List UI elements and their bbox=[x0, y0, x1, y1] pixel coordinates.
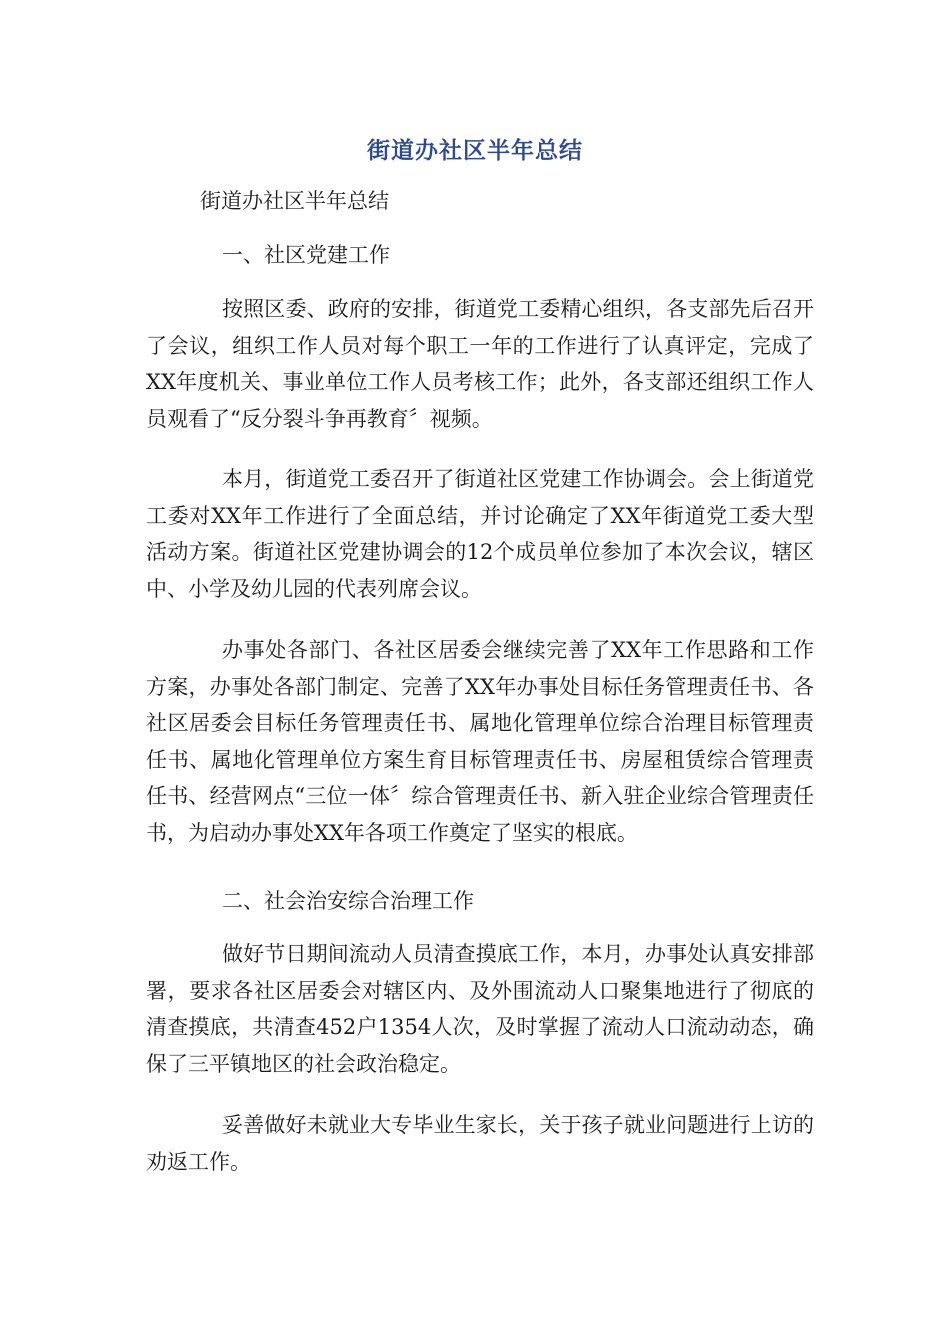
paragraph: 办事处各部门、各社区居委会继续完善了XX年工作思路和工作方案，办事处各部门制定、完善了XX年办事处目标任务管理责任书、各社区居委会目标任务管理责任书、属地化管理单位综合治理目标管理责任书、属地化管理单位方案生育目标管理责任书、房屋租赁综合管理责任书、经营网点“三位一体〞综合管理责任书、新入驻企业综合管理责任书，为启动办事处XX年各项工作奠定了坚实的根底。 bbox=[146, 638, 814, 845]
paragraph: 妥善做好未就业大专毕业生家长，关于孩子就业问题进行上访的劝返工作。 bbox=[146, 1113, 814, 1174]
paragraph: 做好节日期间流动人员清查摸底工作，本月，办事处认真安排部署，要求各社区居委会对辖区内、及外围流动人口聚集地进行了彻底的清查摸底，共清查452户1354人次，及时掌握了流动人口流动动态，确保了三平镇地区的社会政治稳定。 bbox=[146, 942, 814, 1076]
paragraph: 按照区委、政府的安排，街道党工委精心组织，各支部先后召开了会议，组织工作人员对每个职工一年的工作进行了认真评定，完成了XX年度机关、事业单位工作人员考核工作；此外，各支部还组织工作人员观看了“反分裂斗争再教育〞视频。 bbox=[146, 297, 814, 431]
section-heading-party-building: 一、社区党建工作 bbox=[222, 243, 390, 267]
document-subtitle: 街道办社区半年总结 bbox=[200, 189, 389, 213]
paragraph: 本月，街道党工委召开了街道社区党建工作协调会。会上街道党工委对XX年工作进行了全面总结，并讨论确定了XX年街道党工委大型活动方案。街道社区党建协调会的12个成员单位参加了本次会议，辖区中、小学及幼儿园的代表列席会议。 bbox=[146, 467, 814, 601]
document-title: 街道办社区半年总结 bbox=[367, 138, 583, 164]
section-heading-public-security: 二、社会治安综合治理工作 bbox=[222, 889, 474, 913]
